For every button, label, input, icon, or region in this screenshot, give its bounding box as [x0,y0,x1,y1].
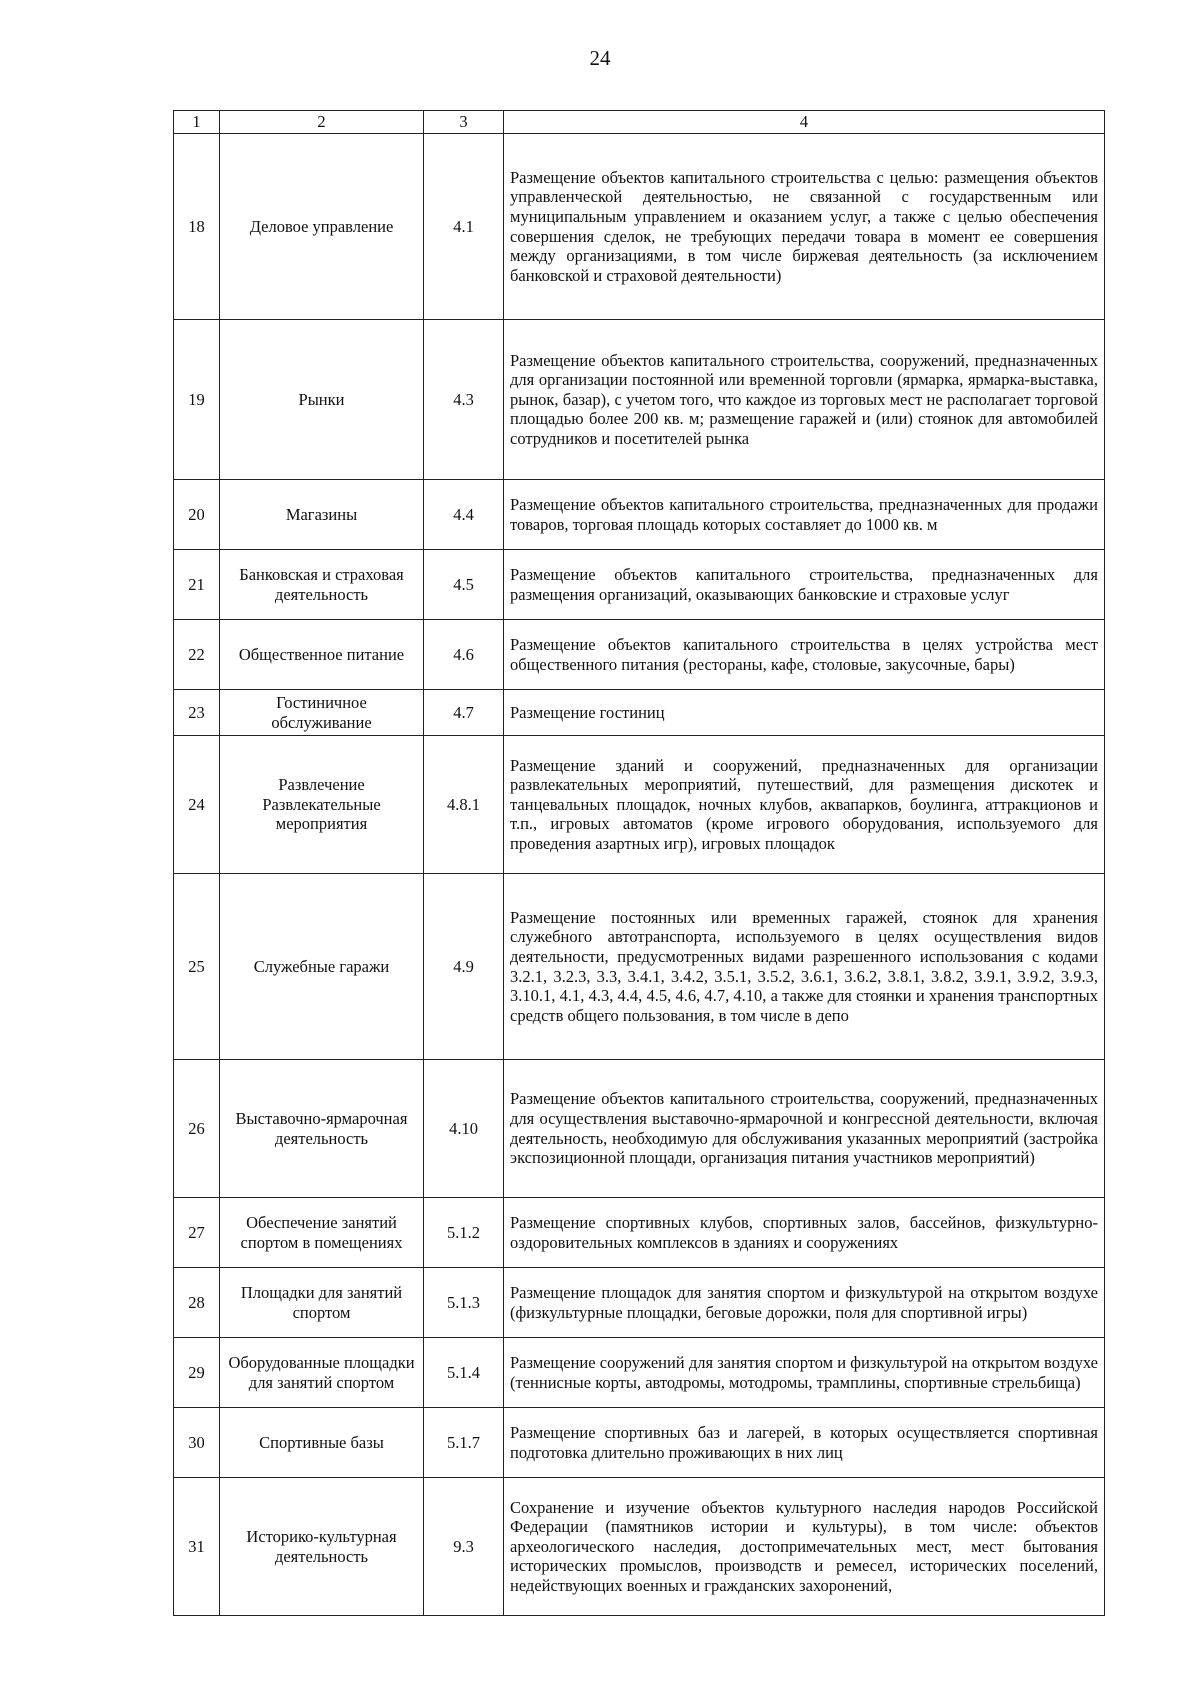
use-type-description: Размещение площадок для занятия спортом и физкультурой на открытом воздухе (физкультурные площадки, беговые дорожки, поля для спортивной игры) [504,1268,1105,1338]
page-number: 24 [589,46,611,70]
table-row [174,1338,1105,1408]
use-type-name: Банковская и страховая деятельность [220,550,424,620]
row-number: 25 [174,874,220,1060]
use-type-name: Оборудованные площадки для занятий спортом [220,1338,424,1408]
use-type-description: Сохранение и изучение объектов культурного наследия народов Российской Федерации (памятников истории и культуры), в том числе: объектов археологического наследия, достопримечательных мест, мест бытования исторических промыслов, производств и ремесел, исторических поселений, недействующих военных и гражданских захоронений, [504,1478,1105,1616]
row-number: 24 [174,736,220,874]
use-type-description: Размещение зданий и сооружений, предназначенных для организации развлекательных мероприятий, путешествий, для размещения дискотек и танцевальных площадок, ночных клубов, аквапарков, боулинга, аттракционов и т.п., игровых автоматов (кроме игрового оборудования, используемого для проведения азартных игр), игровых площадок [504,736,1105,874]
header-col-1: 1 [174,111,220,134]
use-type-description: Размещение объектов капитального строительства, сооружений, предназначенных для организации постоянной или временной торговли (ярмарка, ярмарка-выставка, рынок, базар), с учетом того, что каждое из торговых мест не располагает торговой площадью более 200 кв. м; размещение гаражей и (или) стоянок для автомобилей сотрудников и посетителей рынка [504,320,1105,480]
header-row [174,111,1105,134]
use-type-name: Развлечение Развлекательные мероприятия [220,736,424,874]
row-number: 22 [174,620,220,690]
use-type-code: 4.10 [424,1060,504,1198]
table-row [174,874,1105,1060]
row-number: 18 [174,134,220,320]
use-type-name: Магазины [220,480,424,550]
table-row [174,690,1105,736]
use-type-code: 4.9 [424,874,504,1060]
use-type-description: Размещение спортивных клубов, спортивных залов, бассейнов, физкультурно-оздоровительных комплексов в зданиях и сооружениях [504,1198,1105,1268]
use-type-code: 4.5 [424,550,504,620]
row-number: 19 [174,320,220,480]
use-type-name: Рынки [220,320,424,480]
use-type-description: Размещение гостиниц [504,690,1105,736]
row-number: 21 [174,550,220,620]
use-type-description: Размещение объектов капитального строительства с целью: размещения объектов управленческой деятельностью, не связанной с государственным или муниципальным управлением и оказанием услуг, а также с целью обеспечения совершения сделок, не требующих передачи товара в момент ее совершения между организациями, в том числе биржевая деятельность (за исключением банковской и страховой деятельности) [504,134,1105,320]
row-number: 27 [174,1198,220,1268]
use-type-code: 4.4 [424,480,504,550]
use-type-code: 9.3 [424,1478,504,1616]
table-row [174,134,1105,320]
use-type-name: Обеспечение занятий спортом в помещениях [220,1198,424,1268]
use-type-description: Размещение спортивных баз и лагерей, в которых осуществляется спортивная подготовка длительно проживающих в них лиц [504,1408,1105,1478]
row-number: 28 [174,1268,220,1338]
use-type-name: Площадки для занятий спортом [220,1268,424,1338]
use-type-description: Размещение объектов капитального строительства, сооружений, предназначенных для осуществления выставочно-ярмарочной и конгрессной деятельности, включая деятельность, необходимую для обслуживания указанных мероприятий (застройка экспозиционной площади, организация питания участников мероприятий) [504,1060,1105,1198]
table-row [174,1408,1105,1478]
table-row [174,550,1105,620]
table-row [174,620,1105,690]
use-type-description: Размещение объектов капитального строительства, предназначенных для размещения организаций, оказывающих банковские и страховые услуг [504,550,1105,620]
use-type-description: Размещение объектов капитального строительства в целях устройства мест общественного питания (рестораны, кафе, столовые, закусочные, бары) [504,620,1105,690]
header-col-4: 4 [504,111,1105,134]
table-row [174,320,1105,480]
row-number: 23 [174,690,220,736]
row-number: 30 [174,1408,220,1478]
use-type-code: 4.6 [424,620,504,690]
use-type-code: 4.8.1 [424,736,504,874]
use-type-code: 5.1.7 [424,1408,504,1478]
use-type-name: Выставочно-ярмарочная деятельность [220,1060,424,1198]
header-col-3: 3 [424,111,504,134]
table-row [174,1198,1105,1268]
table-row [174,1478,1105,1616]
use-type-code: 4.7 [424,690,504,736]
use-type-name: Общественное питание [220,620,424,690]
use-type-name: Служебные гаражи [220,874,424,1060]
use-type-description: Размещение объектов капитального строительства, предназначенных для продажи товаров, торговая площадь которых составляет до 1000 кв. м [504,480,1105,550]
use-type-code: 5.1.3 [424,1268,504,1338]
use-type-code: 5.1.2 [424,1198,504,1268]
use-type-description: Размещение сооружений для занятия спортом и физкультурой на открытом воздухе (теннисные корты, автодромы, мотодромы, трамплины, спортивные стрельбища) [504,1338,1105,1408]
row-number: 29 [174,1338,220,1408]
land-use-table [173,110,1105,1616]
header-col-2: 2 [220,111,424,134]
table-row [174,480,1105,550]
use-type-name: Гостиничное обслуживание [220,690,424,736]
use-type-name: Историко-культурная деятельность [220,1478,424,1616]
use-type-code: 5.1.4 [424,1338,504,1408]
use-type-code: 4.1 [424,134,504,320]
row-number: 20 [174,480,220,550]
table-row [174,736,1105,874]
row-number: 31 [174,1478,220,1616]
use-type-code: 4.3 [424,320,504,480]
use-type-description: Размещение постоянных или временных гаражей, стоянок для хранения служебного автотранспорта, используемого в целях осуществления видов деятельности, предусмотренных видами разрешенного использования с кодами 3.2.1, 3.2.3, 3.3, 3.4.1, 3.4.2, 3.5.1, 3.5.2, 3.6.1, 3.6.2, 3.8.1, 3.8.2, 3.9.1, 3.9.2, 3.9.3, 3.10.1, 4.1, 4.3, 4.4, 4.5, 4.6, 4.7, 4.10, а также для стоянки и хранения транспортных средств общего пользования, в том числе в депо [504,874,1105,1060]
use-type-name: Спортивные базы [220,1408,424,1478]
table-row [174,1268,1105,1338]
row-number: 26 [174,1060,220,1198]
table-row [174,1060,1105,1198]
use-type-name: Деловое управление [220,134,424,320]
